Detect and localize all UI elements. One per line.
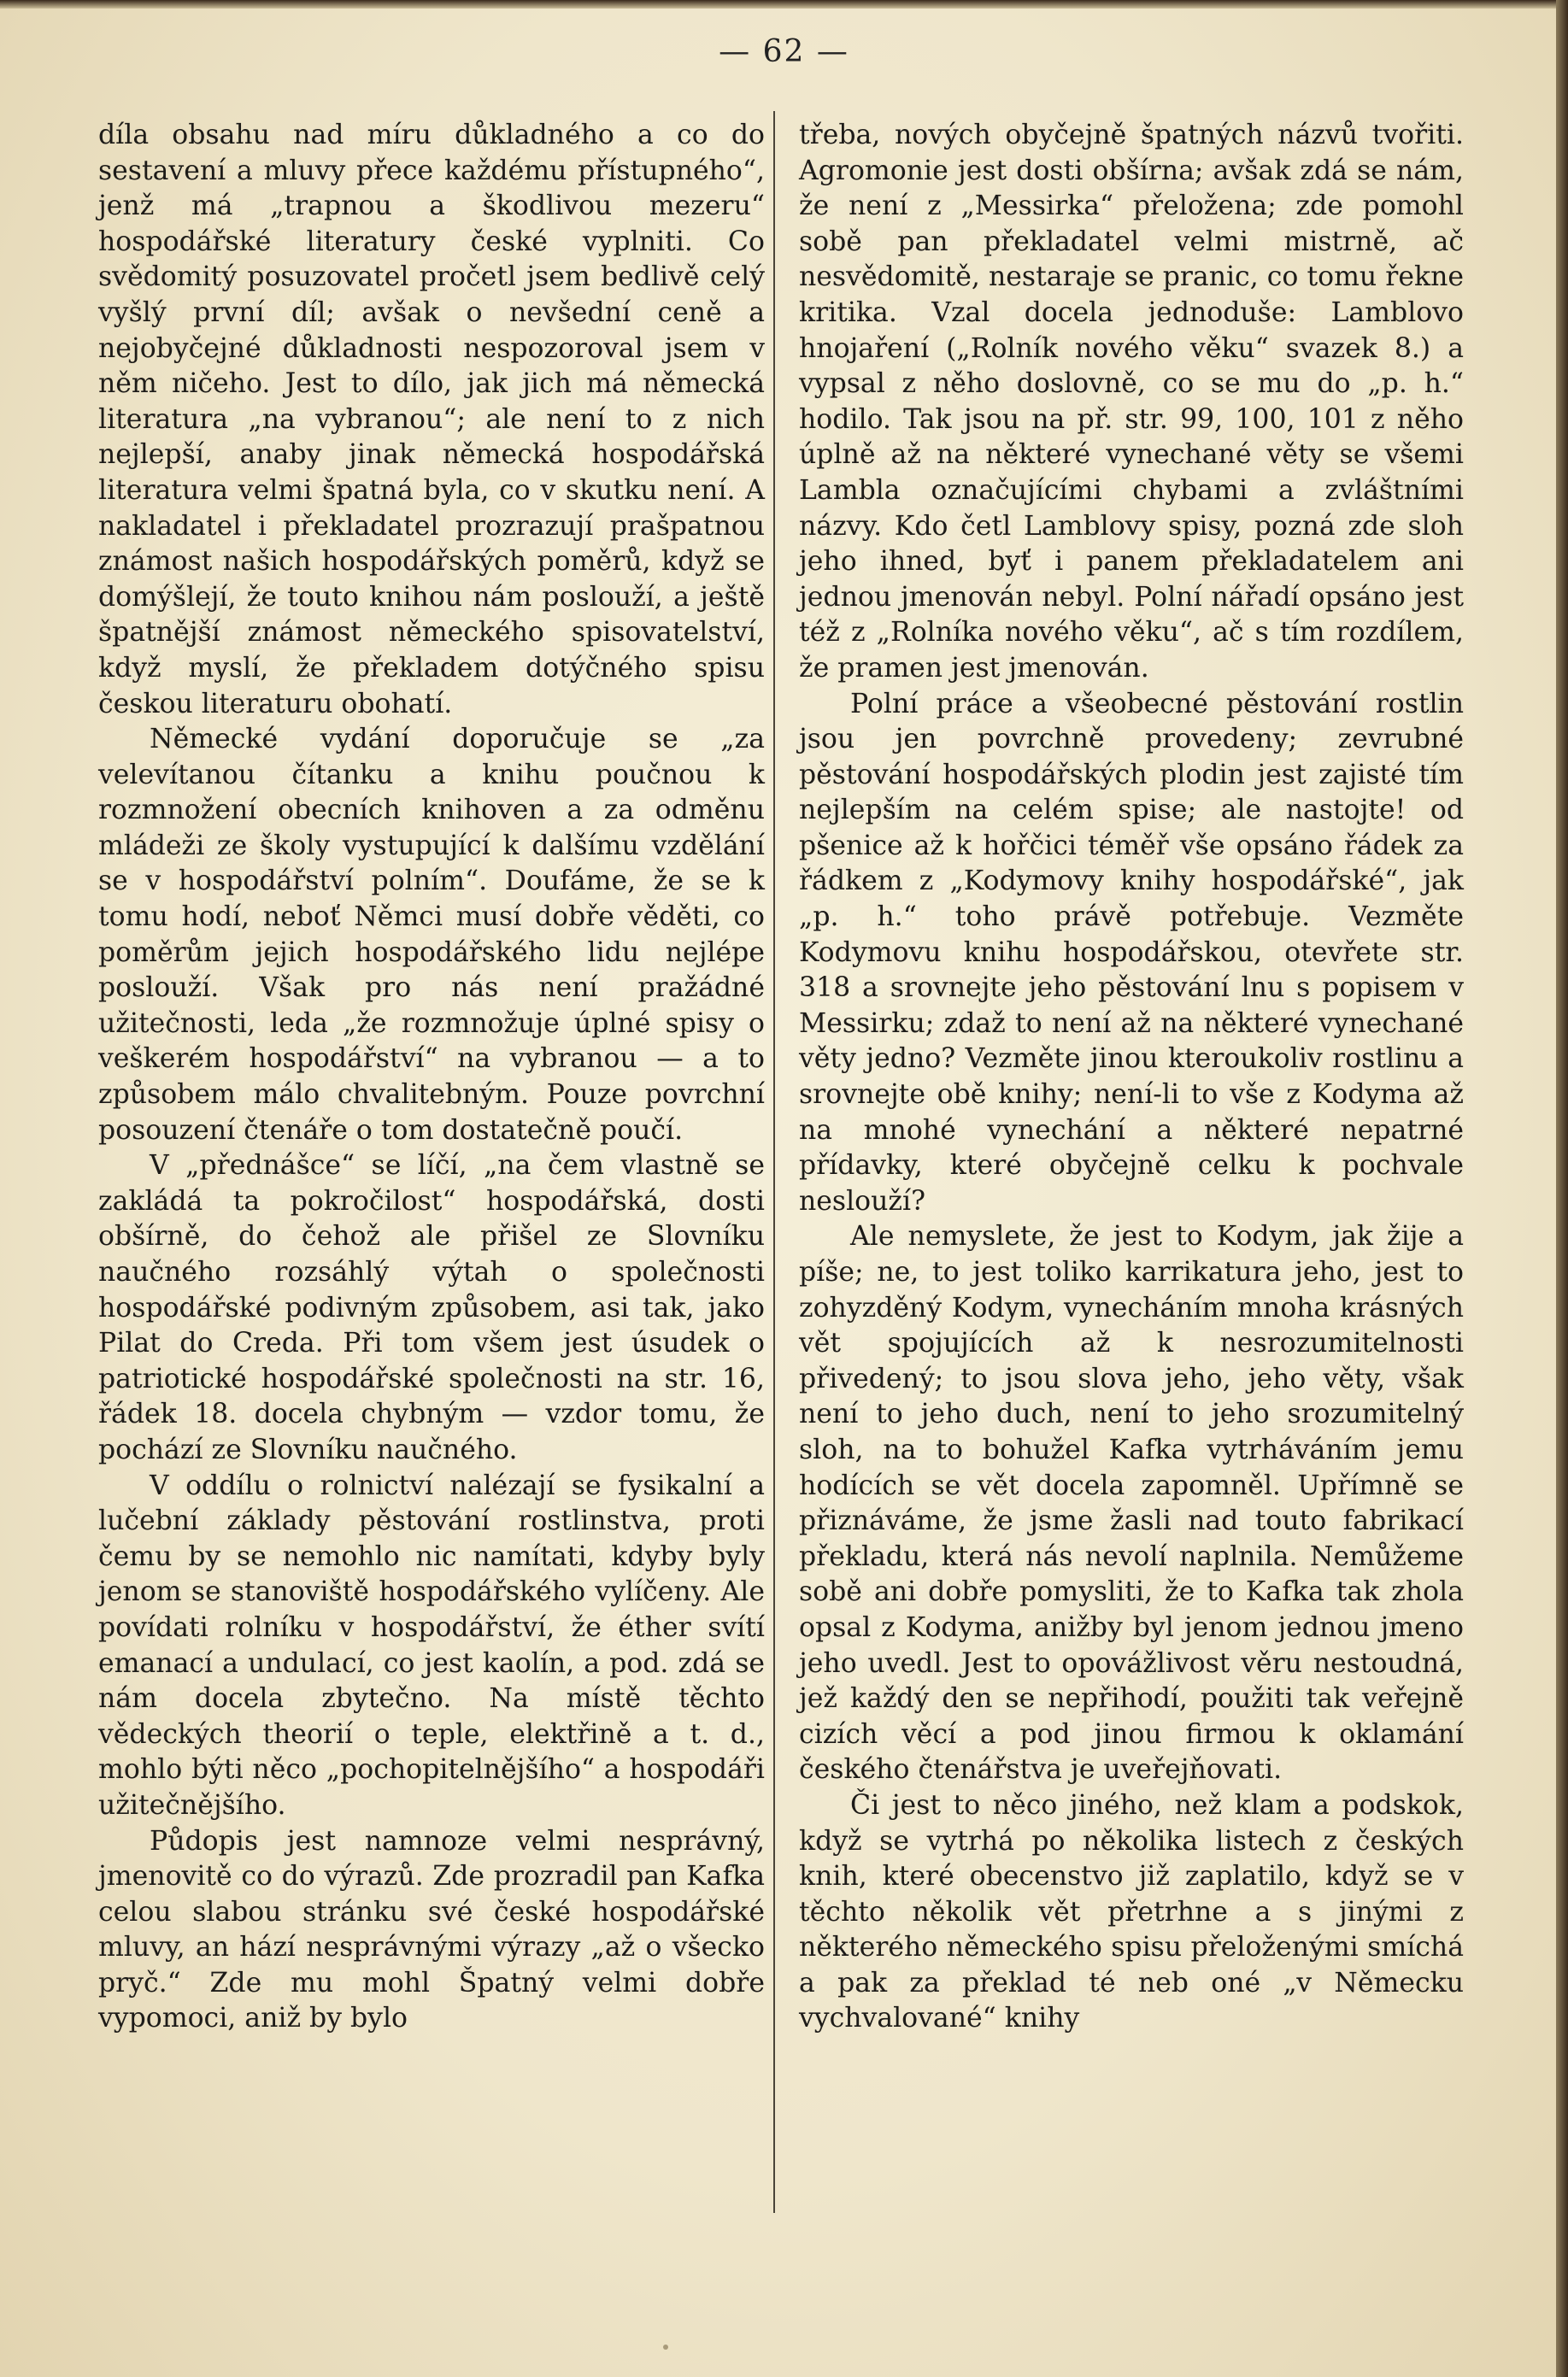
paper-speck [663, 2345, 668, 2350]
paragraph: Či jest to něco jiného, než klam a podskok, když se vytrhá po několika listech z českých knih, které obecenstvo již zaplatilo, když se v těchto několik vět přetrhne a s jinými z některého německého spisu přeloženými smíchá a pak za překlad té neb oné „v Německu vychvalované“ knihy [799, 1789, 1464, 2034]
right-column [799, 118, 1464, 2037]
paragraph: Půdopis jest namnoze velmi nesprávný, jmenovitě co do výrazů. Zde prozradil pan Kafka celou slabou stránku své české hospodářské mluvy, an hází nesprávnými výrazy „až o všecko pryč.“ Zde mu mohl Špatný velmi dobře vypomoci, aniž by bylo [98, 1825, 765, 2034]
paragraph: díla obsahu nad míru důkladného a co do sestavení a mluvy přece každému přístupného“, jenž má „trapnou a škodlivou mezeru“ hospodářské literatury české vyplniti. Co svědomitý posuzovatel pročetl jsem bedlivě celý vyšlý první díl; avšak o nevšední ceně a nejobyčejné důkladnosti nespozoroval jsem v něm ničeho. Jest to dílo, jak jich má německá literatura „na vybranou“; ale není to z nich nejlepší, anaby jinak německá hospodářská literatura velmi špatná byla, co v skutku není. A nakladatel i překladatel prozrazují prašpatnou známost našich hospodářských poměrů, když se domýšlejí, že touto knihou nám poslouží, a ještě špatnější známost německého spisovatelství, když myslí, že překladem dotýčného spisu českou literaturu obohatí. [98, 120, 765, 719]
paragraph: Polní práce a všeobecné pěstování rostlin jsou jen povrchně provedeny; zevrubné pěstování hospodářských plodin jest zajisté tím nejlepším na celém spise; ale nastojte! od pšenice až k hořčici téměř vše opsáno řádek za řádkem z „Kodymovy knihy hospodářské“, jak „p. h.“ toho právě potřebuje. Vezměte Kodymovu knihu hospodářskou, otevřete str. 318 a srovnejte jeho pěstování lnu s popisem v Messirku; zdaž to není až na některé vynechané věty jedno? Vezměte jinou kteroukoliv rostlinu a srovnejte obě knihy; není-li to vše z Kodyma až na mnohé vynechání a některé nepatrné přídavky, které obyčejně celku k pochvale neslouží? [799, 688, 1464, 1217]
page-top-edge [0, 0, 1568, 9]
paragraph: V „přednášce“ se líčí, „na čem vlastně se zakládá ta pokročilost“ hospodářská, dosti obšírně, do čehož ale přišel ze Slovníku naučného rozsáhlý výtah o společnosti hospodářské podivným způsobem, asi tak, jako Pilat do Creda. Při tom všem jest úsudek o patriotické hospodářské společnosti na str. 16, řádek 18. docela chybným — vzdor tomu, že pochází ze Slovníku naučného. [98, 1150, 765, 1465]
left-column [98, 118, 765, 2037]
paragraph: třeba, nových obyčejně špatných názvů tvořiti. Agromonie jest dosti obšírna; avšak zdá se nám, že není z „Messirka“ přeložena; zde pomohl sobě pan překladatel velmi mistrně, ač nesvědomitě, nestaraje se pranic, co tomu řekne kritika. Vzal docela jednoduše: Lamblovo hnojaření („Rolník nového věku“ svazek 8.) a vypsal z něho doslovně, co se mu do „p. h.“ hodilo. Tak jsou na př. str. 99, 100, 101 z něho úplně až na některé vynechané věty se všemi Lamblа označujícími chybami a zvláštními názvy. Kdo četl Lamblovy spisy, pozná zde sloh jeho ihned, byť i panem překladatelem ani jednou jmenován nebyl. Polní nářadí opsáno jest též z „Rolníka nového věku“, ač s tím rozdílem, že pramen jest jmenován. [799, 120, 1464, 684]
paragraph: V oddílu o rolnictví nalézají se fysikalní a lučební základy pěstování rostlinstva, proti čemu by se nemohlo nic namítati, kdyby byly jenom se stanoviště hospodářského vylíčeny. Ale povídati rolníku v hospodářství, že éther svítí emanací a undulací, co jest kaolín, a pod. zdá se nám docela zbytečno. Na místě těchto vědeckých theorií o teple, elektřině a t. d., mohlo býti něco „pochopitelnějšího“ a hospodáři užitečnějšího. [98, 1470, 765, 1821]
paragraph: Německé vydání doporučuje se „za velevítanou čítanku a knihu poučnou k rozmnožení obecních knihoven a za odměnu mládeži ze školy vystupující k dalšímu vzdělání se v hospodářství polním“. Doufáme, že se k tomu hodí, neboť Němci musí dobře věděti, co poměrům jejich hospodářského lidu nejlépe poslouží. Však pro nás není pražádné užitečnosti, leda „že rozmnožuje úplné spisy o veškerém hospodářství“ na vybranou — a to způsobem málo chvalitebným. Pouze povrchní posouzení čtenáře o tom dostatečně poučí. [98, 724, 765, 1146]
page-right-edge [1556, 0, 1568, 2377]
page-number: — 62 — [719, 34, 849, 69]
paragraph: Ale nemyslete, že jest to Kodym, jak žije a píše; ne, to jest toliko karrikatura jeho, jest to zohyzděný Kodym, vynecháním mnoha krásných vět spojujících až k nesrozumitelnosti přivedený; to jsou slova jeho, jeho věty, však není to jeho duch, není to jeho srozumitelný sloh, na to bohužel Kafka vytrháváním jemu hodících se vět docela zapomněl. Upřímně se přiznáváme, že jsme žasli nad touto fabrikací překladu, která nás nevolí naplnila. Nemůžeme sobě ani dobře pomysliti, že to Kafka tak zhola opsal z Kodyma, anižby byl jenom jednou jmeno jeho uvedl. Jest to opovážlivost věru nestoudná, jež každý den se nepřihodí, použiti tak veřejně cizích věcí a pod jinou firmou k oklamání českého čtenářstva je uveřejňovati. [799, 1221, 1464, 1786]
column-divider [773, 111, 775, 2213]
